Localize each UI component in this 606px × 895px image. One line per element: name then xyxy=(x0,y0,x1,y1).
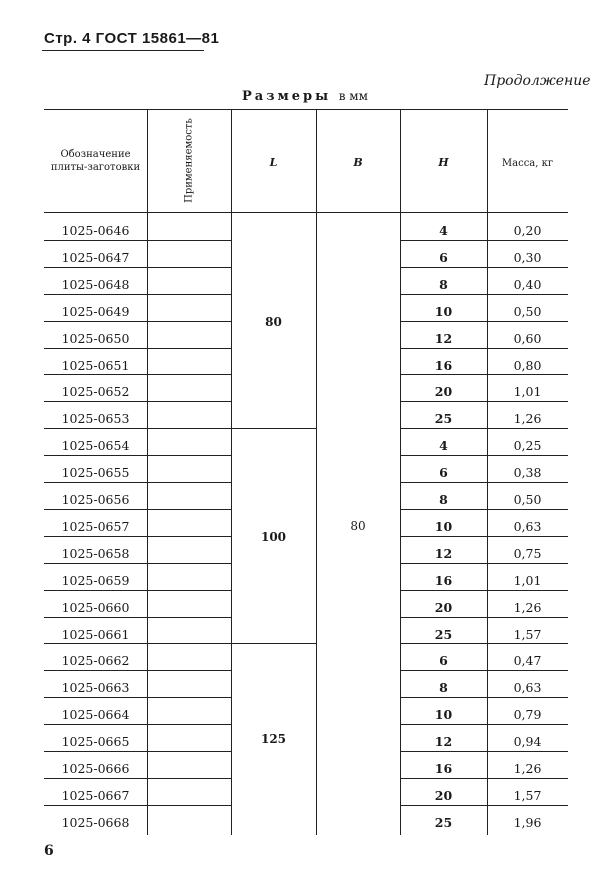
col-header-applicability: Применяемость xyxy=(183,118,195,203)
designation-cell: 1025-0657 xyxy=(61,518,130,534)
row-rule xyxy=(400,240,568,241)
H-cell: 25 xyxy=(434,814,453,830)
L-group-rule xyxy=(231,643,316,644)
mass-cell: 0,63 xyxy=(513,518,542,534)
H-cell: 16 xyxy=(434,357,453,373)
page-header: Стр. 4 ГОСТ 15861—81 xyxy=(44,30,220,47)
row-rule xyxy=(400,724,568,725)
col-header-L: L xyxy=(269,156,278,169)
mass-cell: 1,57 xyxy=(513,626,542,642)
caption-unit: в мм xyxy=(338,89,368,103)
row-rule xyxy=(400,670,568,671)
mass-cell: 1,01 xyxy=(513,384,542,400)
row-rule xyxy=(44,563,231,564)
mass-cell: 0,63 xyxy=(513,680,542,696)
row-rule xyxy=(44,401,231,402)
row-rule xyxy=(44,294,231,295)
row-rule xyxy=(44,805,231,806)
row-rule xyxy=(44,778,231,779)
designation-cell: 1025-0661 xyxy=(61,626,130,642)
mass-cell: 0,50 xyxy=(513,303,542,319)
designation-cell: 1025-0654 xyxy=(61,438,130,454)
mass-cell: 1,01 xyxy=(513,572,542,588)
H-cell: 25 xyxy=(434,411,453,427)
mass-cell: 0,47 xyxy=(513,653,542,669)
row-rule xyxy=(44,724,231,725)
designation-cell: 1025-0662 xyxy=(61,653,130,669)
row-rule xyxy=(44,482,231,483)
row-rule xyxy=(44,348,231,349)
col-header-B: B xyxy=(353,156,363,169)
mass-cell: 0,40 xyxy=(513,276,542,292)
H-cell: 12 xyxy=(434,545,453,561)
H-cell: 25 xyxy=(434,626,453,642)
H-cell: 12 xyxy=(434,734,453,750)
H-cell: 4 xyxy=(439,223,448,238)
H-cell: 10 xyxy=(434,303,453,319)
mass-cell: 0,79 xyxy=(513,707,542,723)
row-rule xyxy=(44,455,231,456)
row-rule xyxy=(400,267,568,268)
row-rule xyxy=(44,509,231,510)
row-rule xyxy=(400,805,568,806)
mass-cell: 1,26 xyxy=(513,599,542,615)
designation-cell: 1025-0666 xyxy=(61,761,130,776)
row-rule xyxy=(400,374,568,375)
row-rule xyxy=(400,321,568,322)
designation-cell: 1025-0665 xyxy=(61,734,130,750)
H-cell: 8 xyxy=(439,680,448,696)
column-divider xyxy=(147,213,148,835)
row-rule xyxy=(44,240,231,241)
row-rule xyxy=(400,590,568,591)
row-rule xyxy=(400,509,568,510)
designation-cell: 1025-0658 xyxy=(61,545,130,561)
col-header-designation: Обозначение плиты-заготовки xyxy=(50,149,141,173)
table-caption xyxy=(242,89,368,104)
designation-cell: 1025-0667 xyxy=(61,787,130,803)
H-cell: 16 xyxy=(434,761,453,776)
row-rule xyxy=(400,697,568,698)
continuation-label: Продолжение xyxy=(484,73,591,89)
designation-cell: 1025-0651 xyxy=(61,357,130,373)
designation-cell: 1025-0653 xyxy=(61,411,130,427)
L-value-cell: 125 xyxy=(260,731,287,746)
H-cell: 6 xyxy=(439,249,448,265)
row-rule xyxy=(400,401,568,402)
designation-cell: 1025-0668 xyxy=(61,814,130,830)
mass-cell: 0,20 xyxy=(513,223,542,238)
designation-cell: 1025-0663 xyxy=(61,680,130,696)
H-cell: 20 xyxy=(434,787,453,803)
B-value-cell: 80 xyxy=(350,519,366,533)
row-rule xyxy=(400,428,568,429)
mass-cell: 1,26 xyxy=(513,411,542,427)
mass-cell: 0,25 xyxy=(513,438,542,454)
col-header-mass: Масса, кг xyxy=(501,158,554,169)
table-top-border xyxy=(44,109,568,110)
mass-cell: 0,50 xyxy=(513,492,542,507)
H-cell: 20 xyxy=(434,384,453,400)
H-cell: 6 xyxy=(439,465,448,481)
H-cell: 16 xyxy=(434,572,453,588)
row-rule xyxy=(44,321,231,322)
page-number: 6 xyxy=(44,843,54,859)
designation-cell: 1025-0650 xyxy=(61,330,130,346)
L-value-cell: 80 xyxy=(265,314,282,329)
col-header-H: H xyxy=(438,156,449,169)
H-cell: 8 xyxy=(439,276,448,292)
H-cell: 10 xyxy=(434,518,453,534)
row-rule xyxy=(400,643,568,644)
header-bottom-border xyxy=(44,212,568,213)
header-divider xyxy=(147,110,148,212)
designation-cell: 1025-0655 xyxy=(61,465,130,481)
row-rule xyxy=(44,751,231,752)
designation-cell: 1025-0649 xyxy=(61,303,130,319)
row-rule xyxy=(400,348,568,349)
row-rule xyxy=(400,751,568,752)
header-underline xyxy=(42,50,204,51)
mass-cell: 0,60 xyxy=(513,330,542,346)
row-rule xyxy=(400,482,568,483)
row-rule xyxy=(44,536,231,537)
row-rule xyxy=(44,267,231,268)
row-rule xyxy=(44,428,231,429)
mass-cell: 0,75 xyxy=(513,545,542,561)
row-rule xyxy=(400,294,568,295)
designation-cell: 1025-0648 xyxy=(61,276,130,292)
mass-cell: 1,26 xyxy=(513,761,542,776)
mass-cell: 0,30 xyxy=(513,249,542,265)
H-cell: 8 xyxy=(439,492,448,507)
L-value-cell: 100 xyxy=(260,529,287,544)
mass-cell: 1,96 xyxy=(513,814,542,830)
mass-cell: 0,94 xyxy=(513,734,542,750)
mass-cell: 0,80 xyxy=(513,357,542,373)
L-group-rule xyxy=(231,428,316,429)
H-cell: 20 xyxy=(434,599,453,615)
mass-cell: 0,38 xyxy=(513,465,542,481)
designation-cell: 1025-0646 xyxy=(61,223,130,238)
H-cell: 10 xyxy=(434,707,453,723)
H-cell: 6 xyxy=(439,653,448,669)
row-rule xyxy=(44,617,231,618)
row-rule xyxy=(400,778,568,779)
row-rule xyxy=(44,697,231,698)
designation-cell: 1025-0656 xyxy=(61,492,130,507)
row-rule xyxy=(44,643,231,644)
caption-main: Размеры xyxy=(242,89,332,104)
H-cell: 4 xyxy=(439,438,448,454)
row-rule xyxy=(400,563,568,564)
designation-cell: 1025-0660 xyxy=(61,599,130,615)
mass-cell: 1,57 xyxy=(513,787,542,803)
H-cell: 12 xyxy=(434,330,453,346)
designation-cell: 1025-0664 xyxy=(61,707,130,723)
row-rule xyxy=(400,536,568,537)
row-rule xyxy=(400,455,568,456)
designation-cell: 1025-0652 xyxy=(61,384,130,400)
row-rule xyxy=(400,617,568,618)
row-rule xyxy=(44,374,231,375)
row-rule xyxy=(44,670,231,671)
row-rule xyxy=(44,590,231,591)
designation-cell: 1025-0659 xyxy=(61,572,130,588)
designation-cell: 1025-0647 xyxy=(61,249,130,265)
